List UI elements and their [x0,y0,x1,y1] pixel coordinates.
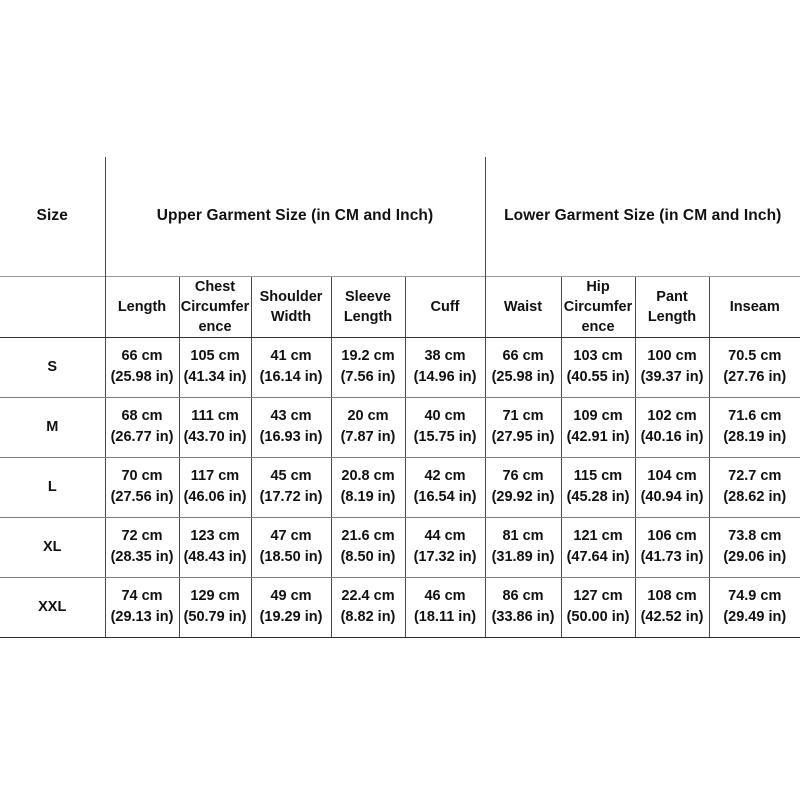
inch-value: (41.34 in) [183,369,247,385]
size-cell: XL [0,517,105,577]
inch-value: (29.92 in) [491,489,555,505]
column-header-pant-length: Pant Length [635,276,709,337]
cm-value: 72 cm [121,528,163,544]
cm-value: 44 cm [424,528,466,544]
measurement-cell [709,337,800,397]
measurement-cell [251,517,331,577]
measurement-cell [485,517,561,577]
cm-value: 70 cm [121,468,163,484]
measurement-cell [405,577,485,637]
measurement-cell [405,337,485,397]
cm-value: 71 cm [502,408,544,424]
inch-value: (16.54 in) [413,489,477,505]
cm-value: 42 cm [424,468,466,484]
inch-value: (17.32 in) [413,549,477,565]
measurement-cell [561,337,635,397]
inch-value: (46.06 in) [183,489,247,505]
cm-value: 68 cm [121,408,163,424]
measurement-cell [179,397,251,457]
measurement-cell [105,337,179,397]
cm-value: 19.2 cm [341,348,395,364]
cm-value: 100 cm [647,348,697,364]
table-row-l [0,457,800,517]
inch-value: (28.35 in) [110,549,174,565]
measurement-cell [105,397,179,457]
inch-value: (40.94 in) [640,489,704,505]
cm-value: 115 cm [573,468,623,484]
cm-value: 129 cm [190,588,240,604]
inch-value: (25.98 in) [110,369,174,385]
inch-value: (17.72 in) [259,489,323,505]
cm-value: 72.7 cm [728,468,782,484]
inch-value: (14.96 in) [413,369,477,385]
inch-value: (27.95 in) [491,429,555,445]
cm-value: 74.9 cm [728,588,782,604]
measurement-cell [635,397,709,457]
inch-value: (43.70 in) [183,429,247,445]
inch-value: (19.29 in) [259,609,323,625]
inch-value: (16.93 in) [259,429,323,445]
measurement-cell [635,577,709,637]
cm-value: 81 cm [502,528,544,544]
column-header-length: Length [105,276,179,337]
cm-value: 117 cm [190,468,240,484]
cm-value: 109 cm [573,408,623,424]
measurement-cell [485,337,561,397]
cm-value: 71.6 cm [728,408,782,424]
measurement-cell [251,457,331,517]
cm-value: 41 cm [270,348,312,364]
table-row-s [0,337,800,397]
inch-value: (26.77 in) [110,429,174,445]
inch-value: (47.64 in) [566,549,630,565]
measurement-cell [561,577,635,637]
column-header-waist: Waist [485,276,561,337]
inch-value: (28.62 in) [723,489,787,505]
inch-value: (16.14 in) [259,369,323,385]
cm-value: 103 cm [573,348,623,364]
inch-value: (31.89 in) [491,549,555,565]
measurement-cell [331,397,405,457]
measurement-cell [405,397,485,457]
column-header-sleeve-length: Sleeve Length [331,276,405,337]
cm-value: 47 cm [270,528,312,544]
inch-value: (45.28 in) [566,489,630,505]
inch-value: (8.19 in) [340,489,396,505]
cm-value: 73.8 cm [728,528,782,544]
measurement-cell [485,457,561,517]
size-rows [0,337,800,637]
inch-value: (29.49 in) [723,609,787,625]
inch-value: (27.56 in) [110,489,174,505]
inch-value: (41.73 in) [640,549,704,565]
cm-value: 49 cm [270,588,312,604]
inch-value: (50.00 in) [566,609,630,625]
measurement-cell [635,337,709,397]
inch-value: (29.06 in) [723,549,787,565]
inch-value: (8.50 in) [340,549,396,565]
inch-value: (8.82 in) [340,609,396,625]
cm-value: 20.8 cm [341,468,395,484]
measurement-cell [105,457,179,517]
cm-value: 108 cm [647,588,697,604]
measurement-cell [635,517,709,577]
inch-value: (18.11 in) [413,609,477,625]
cm-value: 43 cm [270,408,312,424]
cm-value: 40 cm [424,408,466,424]
measurement-cell [105,577,179,637]
cm-value: 46 cm [424,588,466,604]
measurement-cell [331,577,405,637]
inch-value: (18.50 in) [259,549,323,565]
measurement-cell [251,397,331,457]
measurement-cell [179,457,251,517]
measurement-cell [251,577,331,637]
inch-value: (42.91 in) [566,429,630,445]
upper-garment-group-header: Upper Garment Size (in CM and Inch) [105,157,485,276]
column-header-row [0,276,800,337]
cm-value: 102 cm [647,408,697,424]
table-row-m [0,397,800,457]
cm-value: 127 cm [573,588,623,604]
inch-value: (48.43 in) [183,549,247,565]
measurement-cell [709,577,800,637]
inch-value: (29.13 in) [110,609,174,625]
cm-value: 123 cm [190,528,240,544]
column-header-hip-circumference: Hip Circumference [561,276,635,337]
measurement-cell [405,457,485,517]
measurement-cell [251,337,331,397]
inch-value: (42.52 in) [640,609,704,625]
empty-corner-cell [0,276,105,337]
measurement-cell [331,517,405,577]
cm-value: 66 cm [502,348,544,364]
measurement-cell [331,457,405,517]
cm-value: 104 cm [647,468,697,484]
inch-value: (7.56 in) [340,369,396,385]
table-row-xl [0,517,800,577]
measurement-cell [405,517,485,577]
cm-value: 76 cm [502,468,544,484]
measurement-cell [561,397,635,457]
measurement-cell [635,457,709,517]
inch-value: (40.16 in) [640,429,704,445]
inch-value: (50.79 in) [183,609,247,625]
cm-value: 21.6 cm [341,528,395,544]
inch-value: (39.37 in) [640,369,704,385]
cm-value: 66 cm [121,348,163,364]
measurement-cell [179,577,251,637]
size-cell: L [0,457,105,517]
inch-value: (7.87 in) [340,429,396,445]
measurement-cell [561,457,635,517]
measurement-cell [561,517,635,577]
measurement-cell [105,517,179,577]
cm-value: 86 cm [502,588,544,604]
measurement-cell [485,397,561,457]
cm-value: 121 cm [573,528,623,544]
size-cell: XXL [0,577,105,637]
size-chart-table [0,157,800,638]
cm-value: 45 cm [270,468,312,484]
group-header-row [0,157,800,276]
size-cell: S [0,337,105,397]
cm-value: 70.5 cm [728,348,782,364]
inch-value: (25.98 in) [491,369,555,385]
inch-value: (15.75 in) [413,429,477,445]
cm-value: 22.4 cm [341,588,395,604]
inch-value: (28.19 in) [723,429,787,445]
measurement-cell [709,397,800,457]
measurement-cell [179,517,251,577]
column-header-inseam: Inseam [709,276,800,337]
cm-value: 105 cm [190,348,240,364]
table-row-xxl [0,577,800,637]
cm-value: 74 cm [121,588,163,604]
inch-value: (33.86 in) [491,609,555,625]
measurement-cell [485,577,561,637]
lower-garment-group-header: Lower Garment Size (in CM and Inch) [485,157,800,276]
measurement-cell [179,337,251,397]
measurement-cell [709,457,800,517]
measurement-cell [709,517,800,577]
measurement-cell [331,337,405,397]
size-group-header: Size [36,207,68,225]
cm-value: 111 cm [191,408,239,424]
column-header-shoulder-width: Shoulder Width [251,276,331,337]
size-cell: M [0,397,105,457]
column-header-cuff: Cuff [405,276,485,337]
cm-value: 106 cm [647,528,697,544]
inch-value: (27.76 in) [723,369,787,385]
inch-value: (40.55 in) [566,369,630,385]
cm-value: 20 cm [347,408,389,424]
cm-value: 38 cm [424,348,466,364]
column-header-chest-circumference: Chest Circumference [179,276,251,337]
